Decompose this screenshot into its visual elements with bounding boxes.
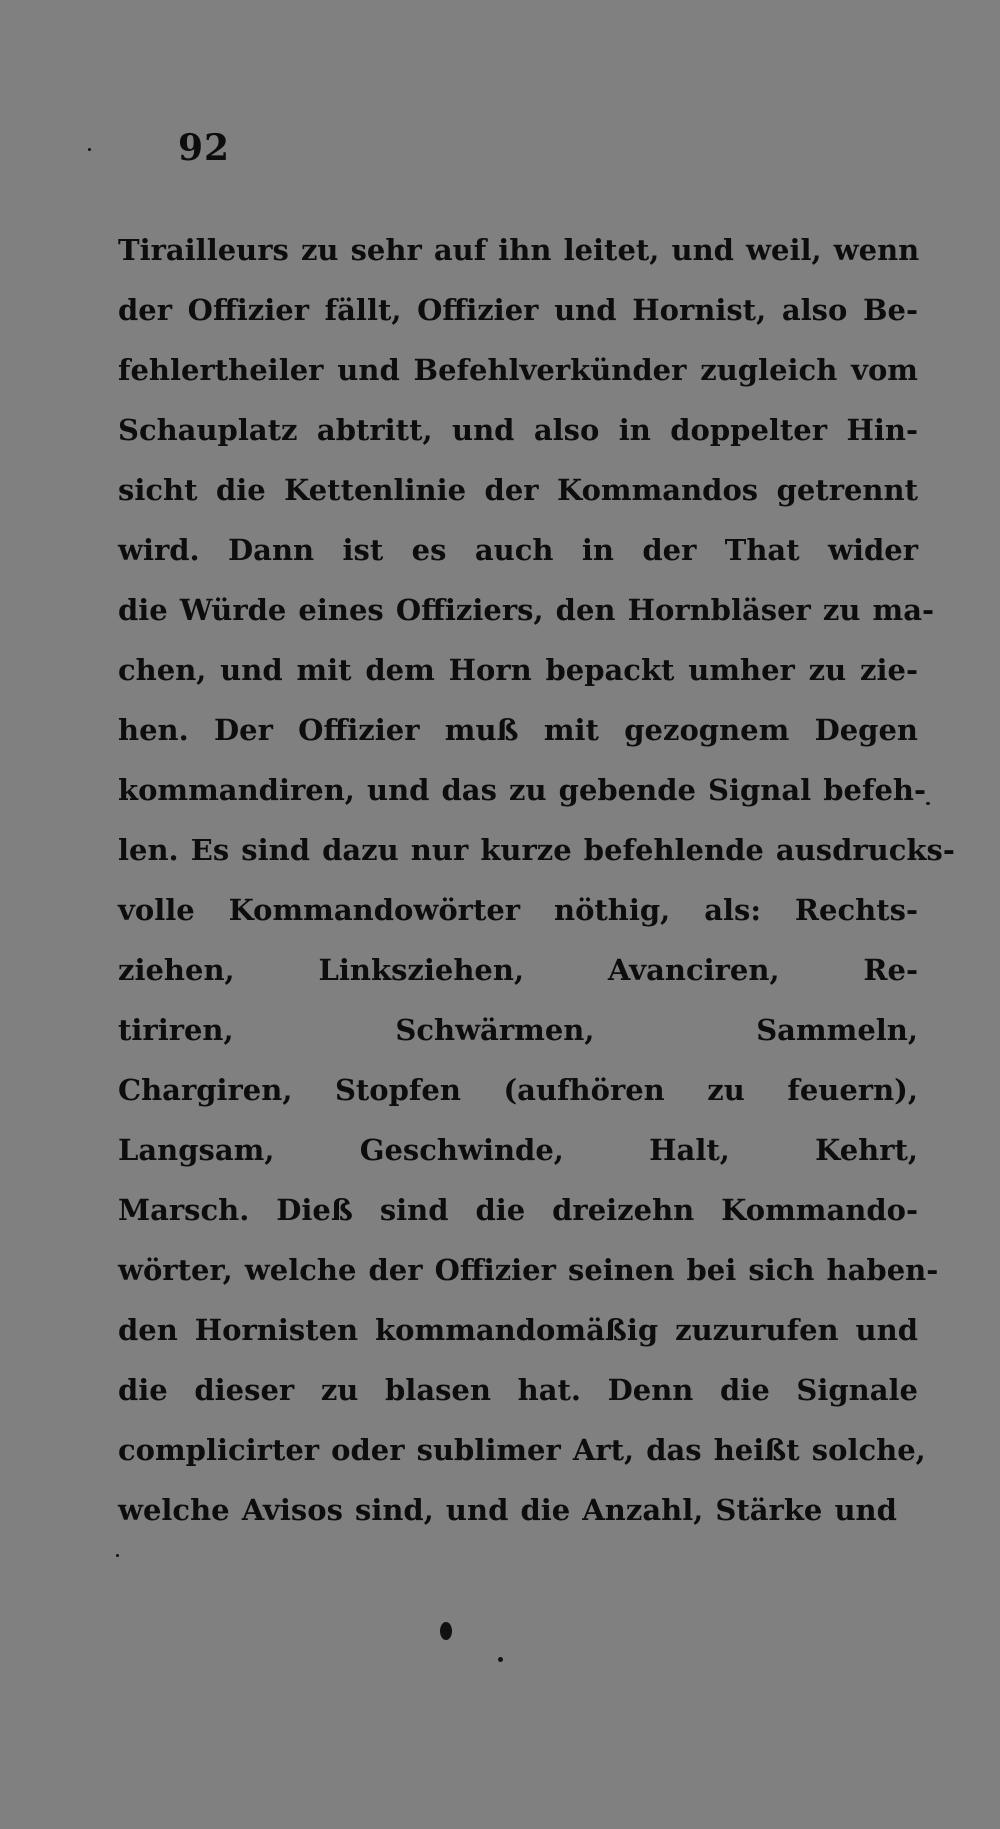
ink-speck [88, 148, 91, 151]
ink-speck [440, 1622, 452, 1640]
text-line: den Hornisten kommandomäßig zuzurufen und [118, 1313, 918, 1347]
text-line: ziehen, Linksziehen, Avanciren, Re- [118, 953, 918, 987]
text-line: Schauplatz abtritt, und also in doppelter Hin- [118, 413, 918, 447]
text-line: volle Kommandowörter nöthig, als: Rechts- [118, 893, 918, 927]
text-line: Langsam, Geschwinde, Halt, Kehrt, [118, 1133, 918, 1167]
text-line: hen. Der Offizier muß mit gezognem Degen [118, 713, 918, 747]
text-line: die dieser zu blasen hat. Denn die Signale [118, 1373, 918, 1407]
text-line: der Offizier fällt, Offizier und Hornist, also Be- [118, 293, 918, 327]
text-line: chen, und mit dem Horn bepackt umher zu zie- [118, 653, 918, 687]
text-line: tiriren, Schwärmen, Sammeln, [118, 1013, 918, 1047]
ink-speck [116, 1554, 119, 1557]
text-line: complicirter oder sublimer Art, das heißt solche, [118, 1433, 926, 1467]
text-line: wörter, welche der Offizier seinen bei sich haben- [118, 1253, 939, 1287]
text-line: Tirailleurs zu sehr auf ihn leitet, und weil, wenn [118, 233, 920, 267]
text-line: Chargiren, Stopfen (aufhören zu feuern), [118, 1073, 918, 1107]
text-line: fehlertheiler und Befehlverkünder zugleich vom [118, 353, 918, 387]
text-line: sicht die Kettenlinie der Kommandos getrennt [118, 473, 918, 507]
text-line: Marsch. Dieß sind die dreizehn Kommando- [118, 1193, 918, 1227]
text-line: kommandiren, und das zu gebende Signal befeh- [118, 773, 927, 807]
text-line: welche Avisos sind, und die Anzahl, Stärke und [118, 1493, 897, 1527]
text-line: wird. Dann ist es auch in der That wider [118, 533, 918, 567]
text-line: len. Es sind dazu nur kurze befehlende ausdrucks- [118, 833, 955, 867]
text-line: die Würde eines Offiziers, den Hornbläser zu ma- [118, 593, 935, 627]
ink-speck [498, 1657, 503, 1662]
page-number: 92 [178, 127, 231, 169]
ink-speck [926, 802, 930, 805]
